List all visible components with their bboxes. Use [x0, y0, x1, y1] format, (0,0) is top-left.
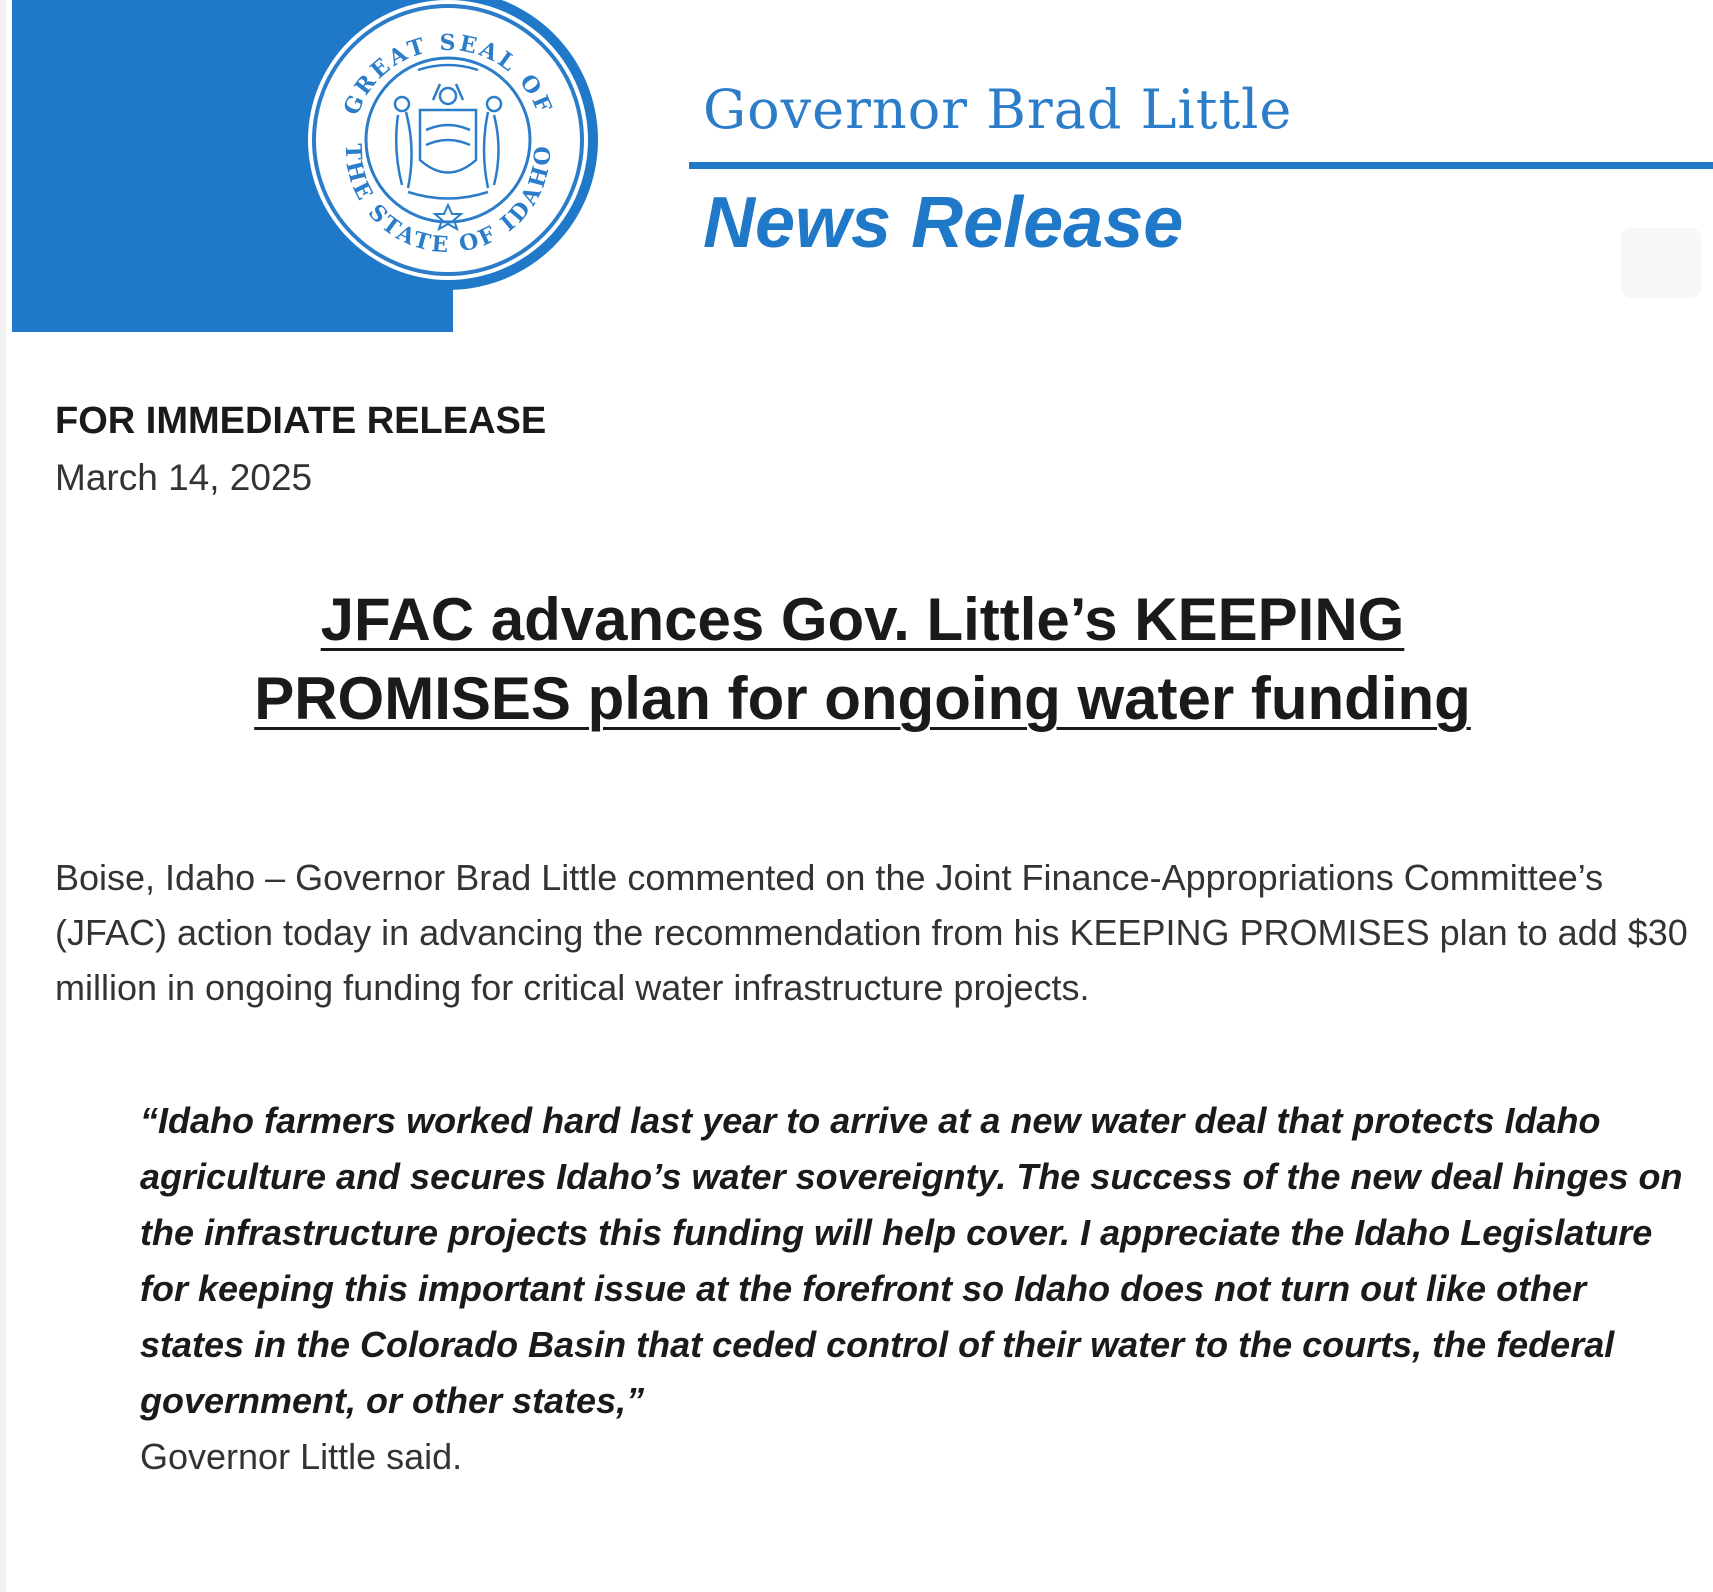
svg-text:THE STATE OF IDAHO: THE STATE OF IDAHO [339, 142, 557, 259]
seal-icon [298, 0, 598, 290]
release-label: FOR IMMEDIATE RELEASE [55, 400, 547, 442]
governor-quote: “Idaho farmers worked hard last year to arrive at a new water deal that protects Idaho agriculture and secures Idaho’s water sovereignty. The success of the new deal hinges on the infrastructure projects this funding will help cover. I appreciate the Idaho Legislature for keeping this important issue at the forefront so Idaho does not turn out like other states in the Colorado Basin that ceded control of their water to the courts, the federal government, or other states,” [140, 1100, 1683, 1421]
release-date: March 14, 2025 [55, 457, 313, 498]
governor-name: Governor Brad Little [703, 78, 1293, 141]
faint-overlay-mark [1621, 228, 1701, 298]
header-divider [689, 162, 1713, 169]
headline-line-1: JFAC advances Gov. Little’s KEEPING [320, 586, 1405, 653]
headline-line-2: PROMISES plan for ongoing water funding [254, 665, 1471, 732]
state-seal-logo [298, 0, 598, 290]
quote-block [140, 1093, 1700, 1485]
quote-attribution: Governor Little said. [140, 1436, 463, 1477]
document-type-title: News Release [703, 183, 1184, 263]
svg-text:GREAT SEAL OF: GREAT SEAL OF [338, 29, 558, 119]
headline [66, 580, 1659, 738]
body-paragraph: Boise, Idaho – Governor Brad Little commented on the Joint Finance-Appropriations Committee’s (JFAC) action today in advancing the recommendation from his KEEPING PROMISES plan to add $30 million in ongoing funding for critical water infrastructure projects. [55, 857, 1688, 1008]
